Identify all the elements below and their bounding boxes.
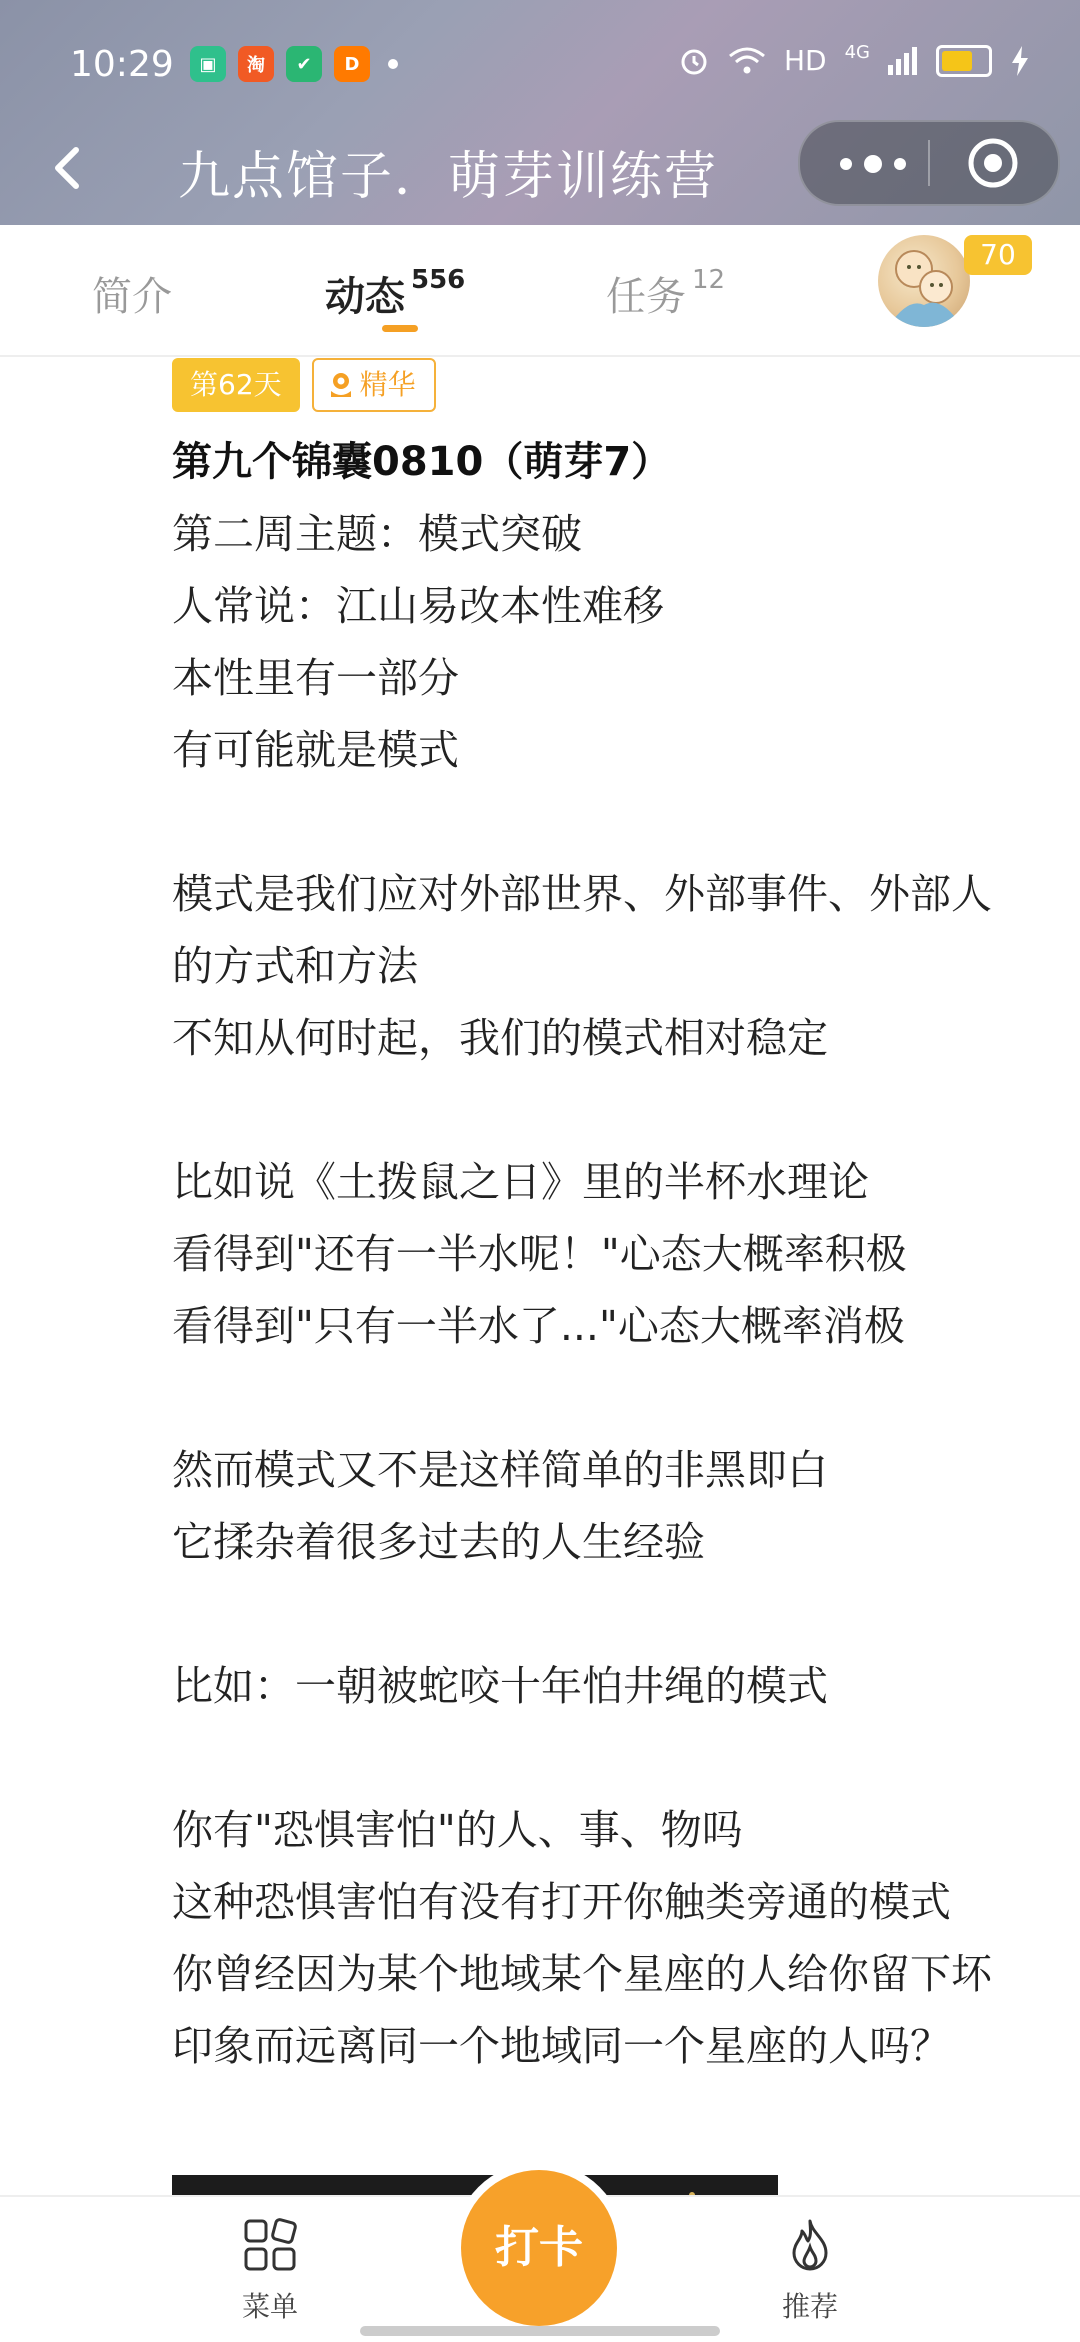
flower-icon bbox=[328, 371, 354, 399]
capsule-divider bbox=[928, 140, 930, 186]
post-content bbox=[172, 356, 1032, 2082]
battery-icon bbox=[936, 45, 992, 77]
close-miniprogram-icon[interactable] bbox=[966, 136, 1020, 190]
tab-feed-label: 动态 bbox=[325, 274, 405, 320]
tab-feed[interactable] bbox=[325, 265, 465, 322]
back-icon[interactable] bbox=[40, 138, 100, 198]
home-indicator[interactable] bbox=[360, 2326, 720, 2336]
gallery-app-icon: ▣ bbox=[190, 46, 226, 82]
menu-grid-icon bbox=[242, 2217, 298, 2273]
post-badges bbox=[172, 356, 1032, 414]
network-type: HD bbox=[783, 44, 827, 77]
status-time: 10:29 bbox=[70, 44, 174, 85]
miniprogram-capsule bbox=[798, 120, 1060, 206]
alarm-icon bbox=[678, 45, 710, 77]
taobao-app-icon: 淘 bbox=[238, 46, 274, 82]
wifi-icon bbox=[728, 46, 766, 76]
tab-tasks-count: 12 bbox=[692, 265, 726, 295]
post-body: 第二周主题：模式突破 人常说：江山易改本性难移 本性里有一部分 有可能就是模式 模式是我们应对外部世界、外部事件、外部人的方式和方法 不知从何时起，我们的模式相对稳定 比如说《土拨鼠之日》里的半杯水理论 看得到"还有一半水呢！"心态大概率积极 看得到"只有一半水了..."心态大概率消极 然而模式又不是这样简单的非黑即白 它揉杂着很多过去的人生经验 比如：一朝被蛇咬十年怕井绳的模式 你有"恐惧害怕"的人、事、物吗 这种恐惧害怕有没有打开你触类旁通的模式 你曾经因为某个地域某个星座的人给你留下坏印象而远离同一个地域同一个星座的人吗？ bbox=[172, 510, 992, 2070]
signal-type: 4G bbox=[844, 42, 870, 63]
status-indicators bbox=[678, 44, 1030, 77]
day-badge: 第62天 bbox=[172, 358, 300, 412]
tab-tasks[interactable] bbox=[606, 265, 725, 322]
tab-intro[interactable] bbox=[92, 265, 172, 322]
more-icon[interactable] bbox=[828, 144, 918, 184]
status-bar bbox=[0, 0, 1080, 130]
recommend-button[interactable] bbox=[750, 2217, 870, 2325]
points-badge: 70 bbox=[964, 235, 1032, 275]
checkin-button[interactable]: 打卡 bbox=[461, 2170, 617, 2326]
didi-app-icon: D bbox=[334, 46, 370, 82]
fire-icon bbox=[782, 2217, 838, 2273]
essence-badge bbox=[312, 358, 436, 412]
tab-intro-label: 简介 bbox=[92, 274, 172, 320]
menu-label: 菜单 bbox=[241, 2290, 298, 2323]
more-notifications-icon bbox=[388, 59, 398, 69]
page-title: 九点馆子．萌芽训练营 bbox=[178, 147, 719, 207]
post-title: 第九个锦囊0810（萌芽7） bbox=[172, 439, 672, 485]
tab-feed-count: 556 bbox=[411, 265, 466, 295]
navigation-bar bbox=[0, 120, 1080, 220]
active-tab-indicator bbox=[382, 325, 418, 332]
menu-button[interactable] bbox=[210, 2217, 330, 2325]
charging-icon bbox=[1010, 46, 1030, 76]
tab-tasks-label: 任务 bbox=[606, 274, 686, 320]
recommend-label: 推荐 bbox=[781, 2290, 838, 2323]
avatar[interactable] bbox=[878, 235, 970, 327]
signal-icon bbox=[888, 47, 918, 75]
security-app-icon: ✔ bbox=[286, 46, 322, 82]
tab-bar bbox=[0, 225, 1080, 357]
notification-icons bbox=[190, 46, 398, 82]
essence-badge-label: 精华 bbox=[359, 368, 416, 401]
